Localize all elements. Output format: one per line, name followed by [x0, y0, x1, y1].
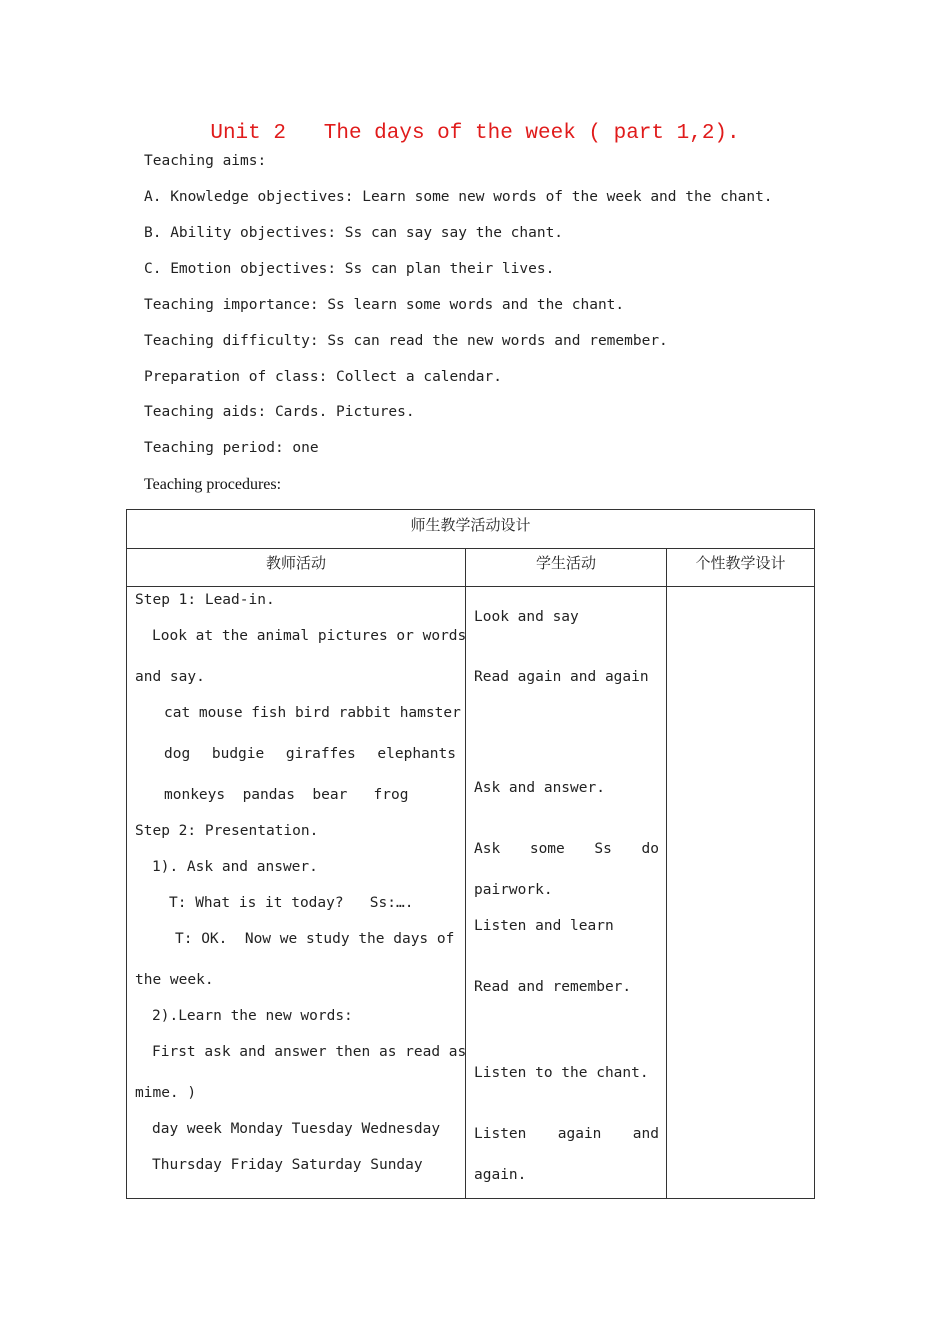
step1-heading: Step 1: Lead-in. [135, 592, 275, 608]
aim-c: C. Emotion objectives: Ss can plan their lives. [144, 261, 555, 277]
student-text: Ask and answer. [474, 780, 605, 796]
student-text: again. [474, 1167, 527, 1183]
student-text [474, 841, 659, 857]
student-text: pairwork. [474, 882, 553, 898]
word: Listen [474, 1126, 527, 1142]
header-teacher: 教师活动 [265, 554, 326, 572]
teacher-text: mime. ) [135, 1085, 197, 1101]
word: elephants [377, 746, 456, 762]
teacher-text: and say. [135, 669, 205, 685]
table-rule [127, 586, 814, 587]
aims-heading: Teaching aims: [144, 153, 267, 169]
word: again [557, 1126, 602, 1142]
word: budgie [211, 746, 265, 762]
teacher-text: First ask and answer then as read as [152, 1044, 467, 1060]
header-student: 学生活动 [535, 554, 596, 572]
teacher-text: Look at the animal pictures or words [152, 628, 467, 644]
table-caption: 师生教学活动设计 [410, 516, 531, 534]
table-rule [127, 548, 814, 549]
word: giraffes [285, 746, 356, 762]
word: Ask [474, 841, 501, 857]
animal-words: cat mouse fish bird rabbit hamster [164, 705, 461, 721]
teaching-difficulty: Teaching difficulty: Ss can read the new words and remember. [144, 333, 668, 349]
procedures-heading: Teaching procedures: [144, 476, 282, 493]
aim-b: B. Ability objectives: Ss can say say the chant. [144, 225, 564, 241]
student-text: Read and remember. [474, 979, 632, 995]
teaching-period: Teaching period: one [144, 440, 319, 456]
class-preparation: Preparation of class: Collect a calendar. [144, 369, 502, 385]
teacher-text: T: OK. Now we study the days of [175, 931, 455, 947]
word: dog [164, 746, 191, 762]
table-column-divider [666, 548, 667, 1199]
word: do [641, 841, 659, 857]
teacher-text: 2).Learn the new words: [152, 1008, 353, 1024]
procedures-table [126, 509, 815, 1199]
table-column-divider [465, 548, 466, 1199]
word: and [632, 1126, 659, 1142]
student-text: Listen to the chant. [474, 1065, 649, 1081]
header-personal-design: 个性教学设计 [695, 554, 786, 572]
step2-heading: Step 2: Presentation. [135, 823, 319, 839]
teacher-text: 1). Ask and answer. [152, 859, 318, 875]
teaching-importance: Teaching importance: Ss learn some words and the chant. [144, 297, 625, 313]
aim-a: A. Knowledge objectives: Learn some new words of the week and the chant. [144, 189, 773, 205]
teacher-text: the week. [135, 972, 214, 988]
animal-words: monkeys pandas bear frog [164, 787, 409, 803]
teacher-text: T: What is it today? Ss:…. [169, 895, 414, 911]
day-words: Thursday Friday Saturday Sunday [152, 1157, 423, 1173]
word: Ss [594, 841, 612, 857]
word: some [529, 841, 565, 857]
document-title: Unit 2 The days of the week ( part 1,2). [210, 122, 740, 145]
student-text [474, 1126, 659, 1142]
teaching-aids: Teaching aids: Cards. Pictures. [144, 404, 415, 420]
animal-words [164, 746, 456, 762]
day-words: day week Monday Tuesday Wednesday [152, 1121, 441, 1137]
student-text: Read again and again [474, 669, 649, 685]
student-text: Listen and learn [474, 918, 614, 934]
student-text: Look and say [474, 609, 579, 625]
